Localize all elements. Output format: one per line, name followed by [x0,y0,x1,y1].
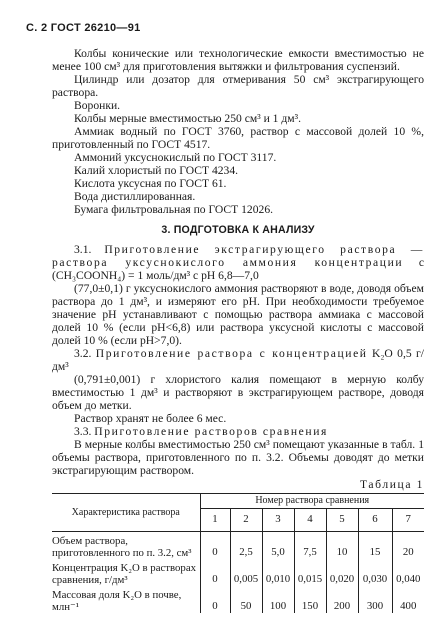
equipment-line-6: Аммоний уксуснокислый по ГОСТ 3117. [74,151,277,164]
table-cell: 50 [230,586,262,613]
clause-3-2-body: (0,791±0,001) г хлористого калия помещают в мерную колбу вместимостью 1 дм³ и растворяют в экстрагирующем растворе, доводя объем до метки. [52,373,424,412]
table-col-header: 5 [326,509,358,532]
table-row [52,532,424,560]
equipment-line-4: Колбы мерные вместимостью 250 см³ и 1 дм³. [74,112,301,125]
table-cell: 0 [200,532,230,560]
table-cell: 0,030 [358,559,392,586]
table-cell: 0,020 [326,559,358,586]
table-col-header: 1 [200,509,230,532]
clause-3-3-heading [52,425,424,438]
clause-3-1-body: (77,0±0,1) г уксуснокислого аммония растворяют в воде, доводя объем раствора до 1 дм³, и измеряют его pH. При необходимости требуемое значение pH устанавливают с помощью раствора аммиака с массовой долей 10 % (если pH<6,8) или раствора уксусной кислоты с массовой долей 10 % (если pH>7,0). [52,282,424,347]
table-col-header: 4 [294,509,326,532]
table-row [52,586,424,613]
page-header: С. 2 ГОСТ 26210—91 [26,22,141,34]
clause-3-2-title: Приготовление раствора с концентрацией [95,347,368,360]
reference-solutions-table [52,493,424,613]
clause-3-1-title: Приготовление экстрагирующего раствора — раствора уксуснокислого аммония концентрации [52,243,424,269]
page-content [52,47,424,613]
table-cell: 0,010 [262,559,294,586]
table-cell: 0,005 [230,559,262,586]
table-row-label: Объем раствора, приготовленного по п. 3.2, см³ [52,535,192,559]
table-cell: 0,040 [392,559,424,586]
clause-3-2-formula: K₂O 0,5 г/дм³ [52,347,424,373]
table-cell: 0 [200,559,230,586]
table-cell: 20 [392,532,424,560]
table-header-group: Номер раствора сравнения [200,494,424,509]
table-cell: 5,0 [262,532,294,560]
equipment-line-1: Колбы конические или технологические емкости вместимостью не менее 100 см³ для приготовления вытяжки и фильтрования суспензий. [52,47,424,73]
table-row-label: Массовая доля K₂O в почве, млн⁻¹ [52,589,182,613]
table-cell: 0 [200,586,230,613]
table-col-header: 6 [358,509,392,532]
equipment-line-8: Кислота уксусная по ГОСТ 61. [74,177,227,190]
table-cell: 0,015 [294,559,326,586]
clause-3-2-heading [52,347,424,373]
section-title: 3. ПОДГОТОВКА К АНАЛИЗУ [161,224,315,236]
table-row-label: Концентрация K₂O в растворах сравнения, г/дм³ [52,562,197,586]
table-col-header: 2 [230,509,262,532]
clause-3-1-number: 3.1. [74,243,92,256]
table-cell: 7,5 [294,532,326,560]
table-caption: Таблица 1 [360,478,424,491]
table-cell: 100 [262,586,294,613]
clause-3-2-number: 3.2. [74,347,92,360]
equipment-line-5: Аммиак водный по ГОСТ 3760, раствор с массовой долей 10 %, приготовленный по ГОСТ 4517. [52,125,424,151]
equipment-line-7: Калий хлористый по ГОСТ 4234. [74,164,239,177]
clause-3-1-formula: c (CH₃COONH₄) = 1 моль/дм³ с pH 6,8—7,0 [52,256,425,282]
table-cell: 2,5 [230,532,262,560]
clause-3-3-number: 3.3. [74,425,92,438]
table-cell: 10 [326,532,358,560]
table-col-header: 7 [392,509,424,532]
table-cell: 400 [392,586,424,613]
clause-3-3-body: В мерные колбы вместимостью 250 см³ помещают указанные в табл. 1 объемы раствора, приготовленного по п. 3.2. Объемы доводят до метки экстрагирующим раствором. [52,438,424,477]
table-cell: 300 [358,586,392,613]
table-row [52,559,424,586]
equipment-line-2: Цилиндр или дозатор для отмеривания 50 см³ экстрагирующего раствора. [52,73,424,99]
clause-3-3-title: Приготовление растворов сравнения [94,425,328,438]
table-header-characteristic: Характеристика раствора [52,494,200,532]
equipment-line-3: Воронки. [74,99,121,112]
equipment-line-10: Бумага фильтровальная по ГОСТ 12026. [74,203,274,216]
table-cell: 150 [294,586,326,613]
table-cell: 200 [326,586,358,613]
equipment-line-9: Вода дистиллированная. [74,190,196,203]
table-col-header: 3 [262,509,294,532]
clause-3-2-storage: Раствор хранят не более 6 мес. [74,412,227,425]
clause-3-1-heading [52,243,424,282]
table-cell: 15 [358,532,392,560]
